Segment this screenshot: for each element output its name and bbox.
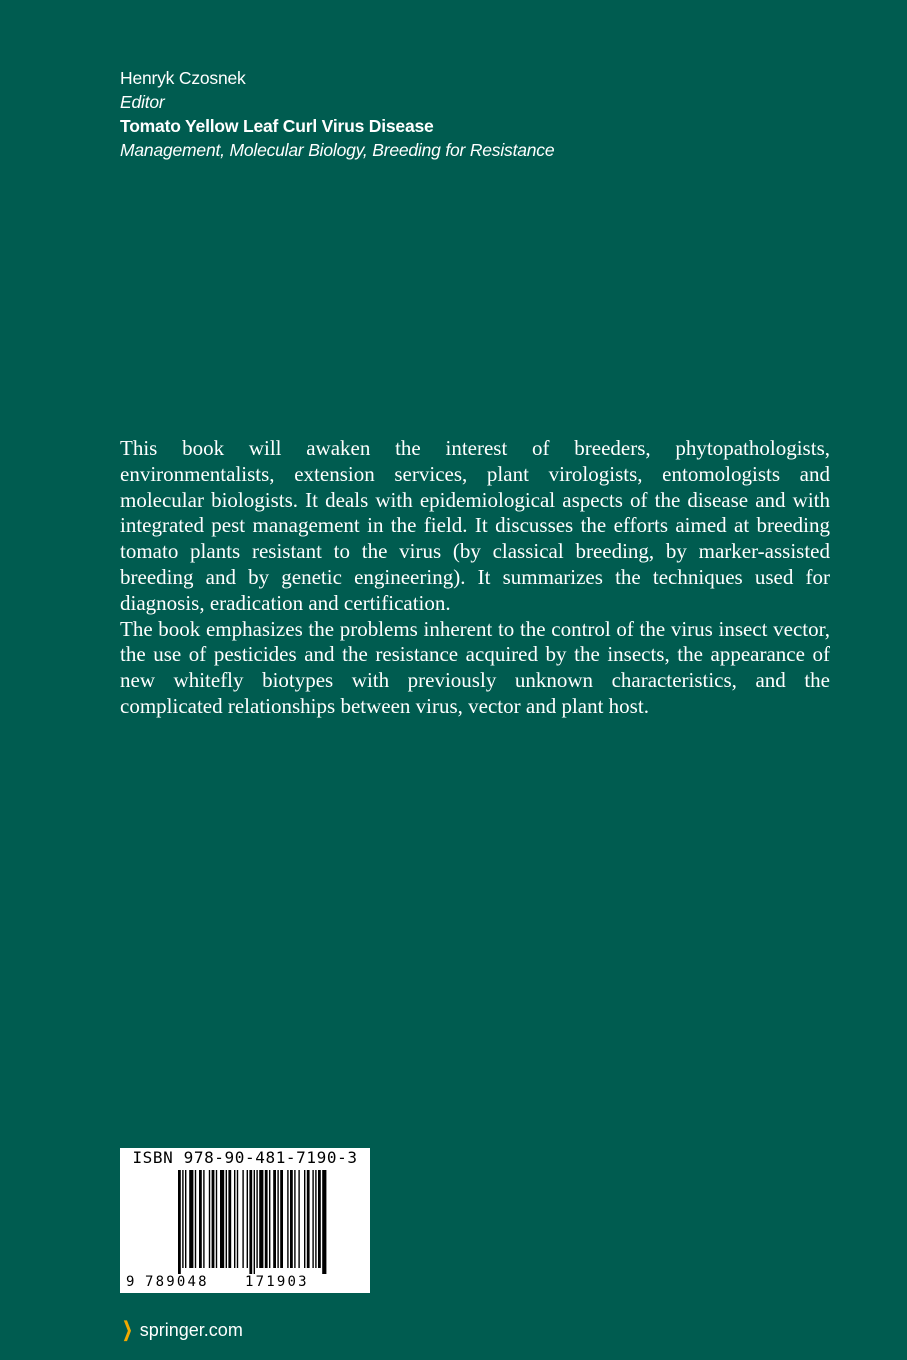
barcode-bar: [228, 1170, 231, 1268]
barcode-bar: [237, 1170, 238, 1268]
barcode-bar: [312, 1170, 313, 1268]
book-subtitle: Management, Molecular Biology, Breeding for Resistance: [120, 140, 555, 160]
barcode-image: [120, 1170, 370, 1274]
barcode-bar: [234, 1170, 235, 1268]
barcode-bar: [269, 1170, 270, 1268]
barcode-bar: [212, 1170, 215, 1268]
barcode-bar: [298, 1170, 299, 1268]
barcode-bar: [185, 1170, 186, 1268]
barcode-bar: [315, 1170, 316, 1268]
chevron-icon: ❯: [122, 1319, 133, 1341]
ean-first-digit: 9: [126, 1274, 135, 1290]
barcode-bar: [318, 1170, 321, 1268]
barcode-bar: [247, 1170, 248, 1268]
barcode-bar: [209, 1170, 210, 1268]
editor-role: Editor: [120, 92, 165, 112]
barcode-bar: [189, 1170, 193, 1268]
barcode-bar: [265, 1170, 268, 1268]
barcode-bar: [216, 1170, 217, 1268]
barcode-bar: [242, 1170, 243, 1268]
barcode-bar: [304, 1170, 305, 1268]
barcode-bar: [273, 1170, 276, 1268]
cover-header: [120, 66, 554, 162]
description-paragraph-1: This book will awaken the interest of breeders, phytopathologists, environmentalists, extension services, plant virologists, entomologists and molecular biologists. It deals with epidemiological aspects of the disease and with integrated pest management in the field. It discusses the efforts aimed at breeding tomato plants resistant to the virus (by classical breeding, by marker-assisted breeding and by genetic engineering). It summarizes the techniques used for diagnosis, eradication and certification.: [120, 436, 830, 615]
barcode-bar: [203, 1170, 204, 1268]
barcode-bar: [199, 1170, 202, 1268]
barcode-bar: [280, 1170, 283, 1268]
barcode-bar: [290, 1170, 293, 1268]
publisher-footer: [119, 1318, 243, 1342]
barcode-bar: [307, 1170, 310, 1268]
isbn-label: ISBN 978-90-481-7190-3: [132, 1148, 358, 1167]
barcode-bar: [195, 1170, 196, 1268]
publisher-website[interactable]: springer.com: [139, 1320, 243, 1340]
book-description: [120, 436, 830, 720]
description-paragraph-2: The book emphasizes the problems inherent to the control of the virus insect vector, the use of pesticides and the resistance acquired by the insects, the appearance of new whitefly biotypes with previously unknown characteristics, and the complicated relationships between virus, vector and plant host.: [120, 616, 830, 718]
barcode-bar: [254, 1170, 255, 1274]
barcode-bar: [182, 1170, 183, 1268]
barcode-bar: [259, 1170, 263, 1268]
barcode-bar: [220, 1170, 224, 1268]
barcode-bar: [249, 1170, 252, 1274]
ean-left-group: 789048: [145, 1274, 209, 1290]
barcode-bar: [256, 1170, 257, 1268]
barcode-bar: [178, 1170, 181, 1274]
barcode-bar: [287, 1170, 288, 1268]
barcode-bar: [277, 1170, 278, 1268]
ean-right-group: 171903: [245, 1274, 309, 1290]
editor-name: Henryk Czosnek: [120, 68, 246, 88]
barcode-bar: [294, 1170, 295, 1268]
barcode-box: [120, 1148, 370, 1293]
barcode-bar: [226, 1170, 227, 1268]
barcode-bar: [322, 1170, 326, 1274]
book-title: Tomato Yellow Leaf Curl Virus Disease: [120, 116, 434, 136]
